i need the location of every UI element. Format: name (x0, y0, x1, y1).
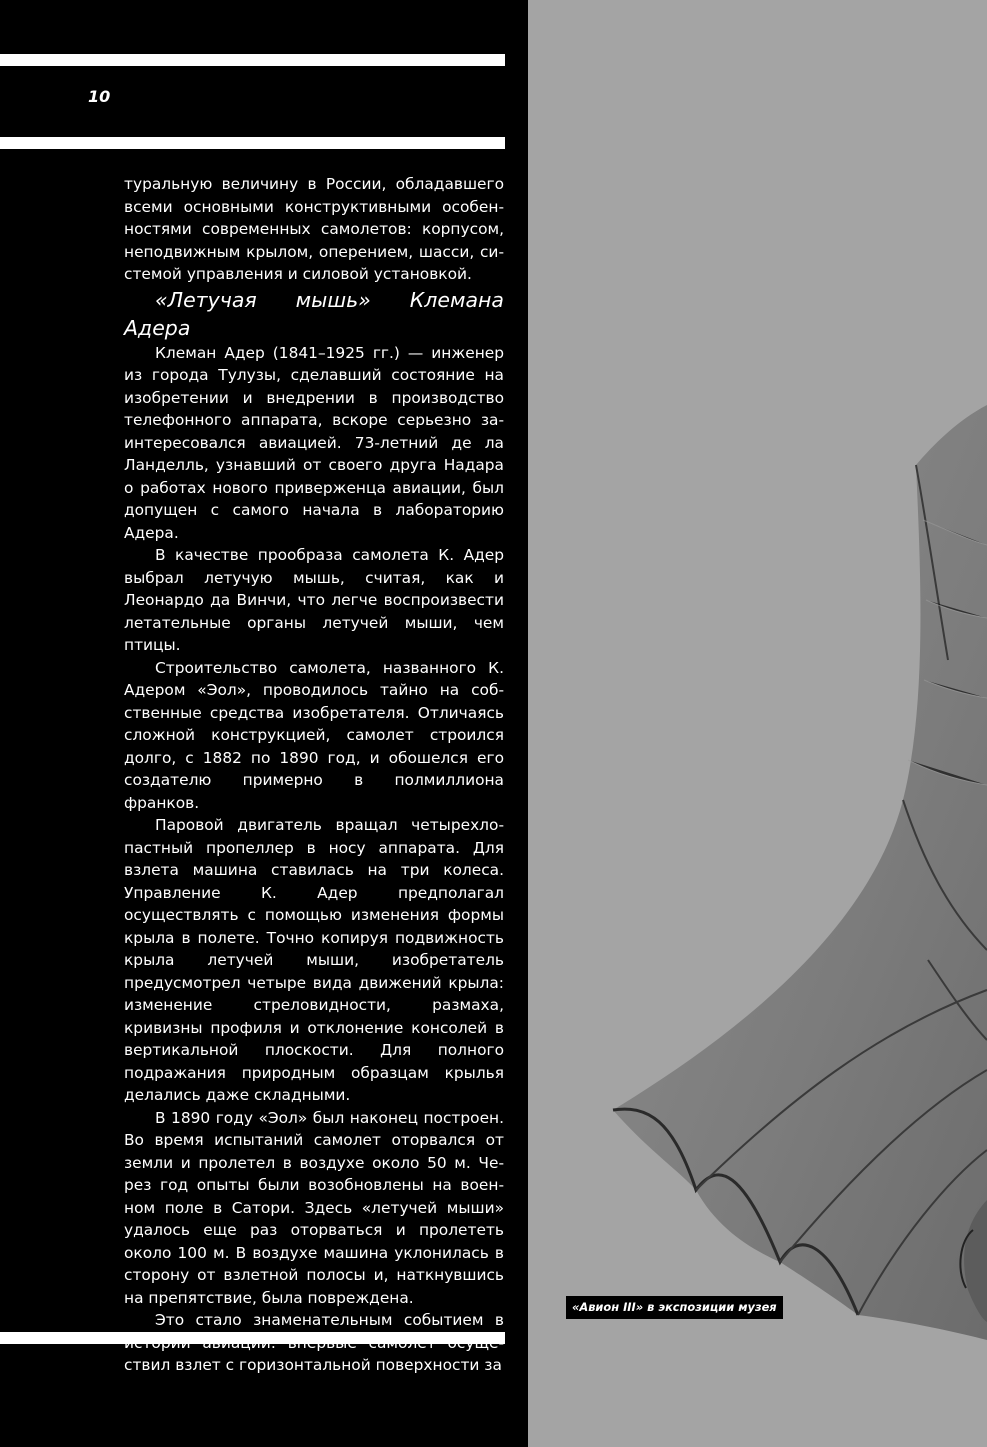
top-rule (0, 54, 505, 66)
wing-membrane (613, 405, 987, 1340)
paragraph: Это стало знаменательным событием в твил взлет с горизонтальной поверхности за (132, 1311, 504, 1374)
paragraph: Строительство самолета, названного К. Адером «Эол», проводилось тайно на собственные средства изобретателя. Отличаясь сложной конструкцией, самолет строился долго, с 1882 по 1890 год, и обошелся его создателю примерно в полмиллиона франков. (124, 658, 504, 812)
body-text (124, 173, 504, 1377)
paragraph: Клеман Адер (1841–1925 гг.) — инженер из города Тулузы, сделавший состояние на изобретении и внедрении в производство телефонного аппарата, вскоре серьезно заинтересовался авиацией. 73-летний де ла Ланделль, узнавший от своего друга Надара о работах нового приверженца авиации, был допущен с самого начала в лабораторию Адера. (124, 343, 504, 542)
photo-caption: «Авион III» в экспозиции музея (566, 1296, 783, 1319)
bottom-rule (0, 1332, 505, 1344)
paragraph: В качестве прообраза самолета К. Адер выбрал летучую мышь, считая, как и Леонардо да Винчи, что легче воспроизвести летательные органы летучей мыши, чем птицы. (124, 546, 504, 654)
page-number: 10 (88, 87, 111, 106)
section-title: «Летучая мышь» Клемана Адера (124, 287, 504, 340)
paragraph-continued: туральную величину в России, обладавшего всеми основными конструктивными особенностями современных самолетов: корпусом, неподвижным крылом, оперением, шасси, системой управления и силовой установкой. (124, 175, 504, 283)
header-rule (0, 137, 505, 149)
paragraph: В 1890 году «Эол» был наконец построен. Во время испытаний самолет оторвался от земли и пролетел в воздухе около 50 м. Через год опыты были возобновлены на военном поле в Сатори. Здесь «летучей мыши» удалось еще раз оторваться и пролететь около 100 м. В воздухе машина уклонилась в сторону от взлетной полосы и, наткнувшись на препятствие, была повреждена. (124, 1108, 504, 1307)
aircraft-photo (528, 0, 987, 1447)
paragraph: Паровой двигатель вращал четырехлопастный пропеллер в носу аппарата. Для взлета машина ставилась на три колеса. Управление К. Адер предполагал осуществлять с помощью изменения формы крыла в полете. Точно копируя подвижность крыла летучей мыши, изобретатель предусмотрел четыре вида движений крыла: изменение стреловидности, размаха, кривизны профиля и отклонение консолей в вертикальной плоскости. Для полного подражания природным образцам крылья делались даже складными. (124, 816, 504, 1104)
bat-wing-illustration (528, 0, 987, 1447)
